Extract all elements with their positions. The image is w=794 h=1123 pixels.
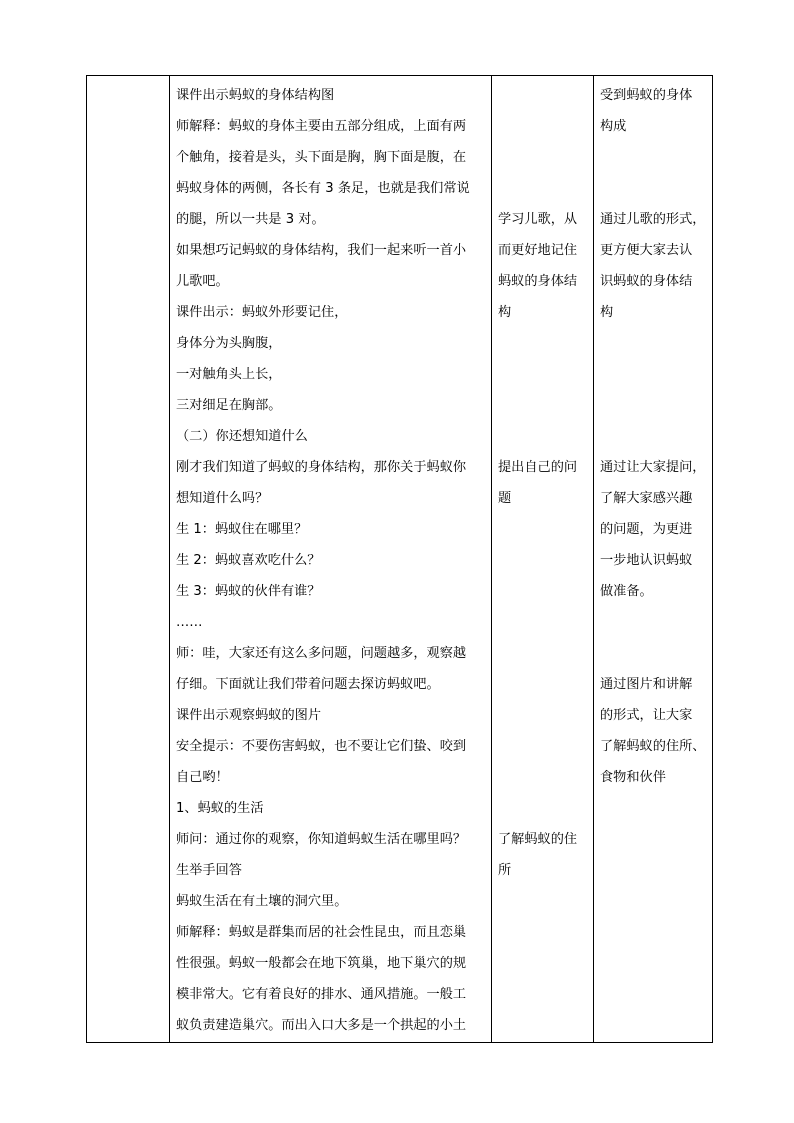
teaching-process-line: 一对触角头上长， [176,367,282,382]
teaching-process-line: 三对细足在胸部。 [176,398,282,413]
teaching-process-line: 课件出示观察蚂蚁的图片 [176,708,322,723]
teaching-process-line: 身体分为头胸腹， [176,336,282,351]
teaching-process-line: 1、蚂蚁的生活 [176,801,264,816]
student-activity-group-3: 了解蚂蚁的住 所 [498,832,578,878]
student-activity-group-1: 学习儿歌，从 而更好地记住 蚂蚁的身体结 构 [498,212,578,320]
design-intent-group-3: 通过让大家提问， 了解大家感兴趣 的问题，为更进 一步地认识蚂蚁 做准备。 [600,460,706,599]
teaching-process-line: 想知道什么吗？ [176,491,269,506]
teaching-process-line: 师问：通过你的观察，你知道蚂蚁生活在哪里吗？ [176,832,467,847]
teaching-process-line: 安全提示：不要伤害蚂蚁，也不要让它们蛰、咬到 [176,739,467,754]
teaching-process-line: 课件出示：蚂蚁外形要记住， [176,305,348,320]
teaching-process-line: 师解释：蚂蚁的身体主要由五部分组成，上面有两 [176,119,467,134]
student-activity-group-2: 提出自己的问 题 [498,460,578,506]
student-activity-text [492,76,593,886]
teaching-process-line: 师解释：蚂蚁是群集而居的社会性昆虫，而且恋巢 [176,925,467,940]
teaching-process-line: 仔细。下面就让我们带着问题去探访蚂蚁吧。 [176,677,440,692]
lesson-plan-table [86,75,713,1043]
design-intent-text [594,76,712,793]
teaching-process-line: 课件出示蚂蚁的身体结构图 [176,88,335,103]
design-intent-group-1: 受到蚂蚁的身体 构成 [600,88,693,134]
teaching-process-line: 性很强。蚂蚁一般都会在地下筑巢，地下巢穴的规 [176,956,467,971]
teaching-process-line: 师：哇，大家还有这么多问题，问题越多，观察越 [176,646,467,661]
teaching-process-line: 自己哟！ [176,770,229,785]
teaching-process-line: 模非常大。它有着良好的排水、通风措施。一般工 [176,987,467,1002]
teaching-process-line: 蚁负责建造巢穴。而出入口大多是一个拱起的小土 [176,1018,467,1033]
teaching-process-line: 蚂蚁身体的两侧，各长有 3 条足，也就是我们常说 [176,181,470,196]
design-intent-group-4: 通过图片和讲解 的形式，让大家 了解蚂蚁的住所、 食物和伙伴 [600,677,706,785]
teaching-process-line: 生 1：蚂蚁住在哪里？ [176,522,308,537]
teaching-process-line: 刚才我们知道了蚂蚁的身体结构，那你关于蚂蚁你 [176,460,467,475]
teaching-process-line: 的腿，所以一共是 3 对。 [176,212,325,227]
teaching-process-line: 生 2：蚂蚁喜欢吃什么？ [176,553,321,568]
teaching-process-cell [170,76,492,1043]
teaching-process-line: 如果想巧记蚂蚁的身体结构，我们一起来听一首小 [176,243,467,258]
teaching-process-line: 生 3：蚂蚁的伙伴有谁？ [176,584,321,599]
teaching-process-line: 儿歌吧。 [176,274,229,289]
teaching-process-line: 个触角，接着是头，头下面是胸，胸下面是腹，在 [176,150,467,165]
design-intent-group-2: 通过儿歌的形式， 更方便大家去认 识蚂蚁的身体结 构 [600,212,706,320]
teaching-process-line: （二）你还想知道什么 [176,429,308,444]
teaching-process-text [170,76,491,1041]
teaching-process-line: 蚂蚁生活在有土壤的洞穴里。 [176,894,348,909]
design-intent-cell [594,76,713,1043]
teaching-process-line: …… [176,615,203,630]
blank-stage-cell [87,76,170,1043]
teaching-process-line: 生举手回答 [176,863,242,878]
student-activity-cell [492,76,594,1043]
